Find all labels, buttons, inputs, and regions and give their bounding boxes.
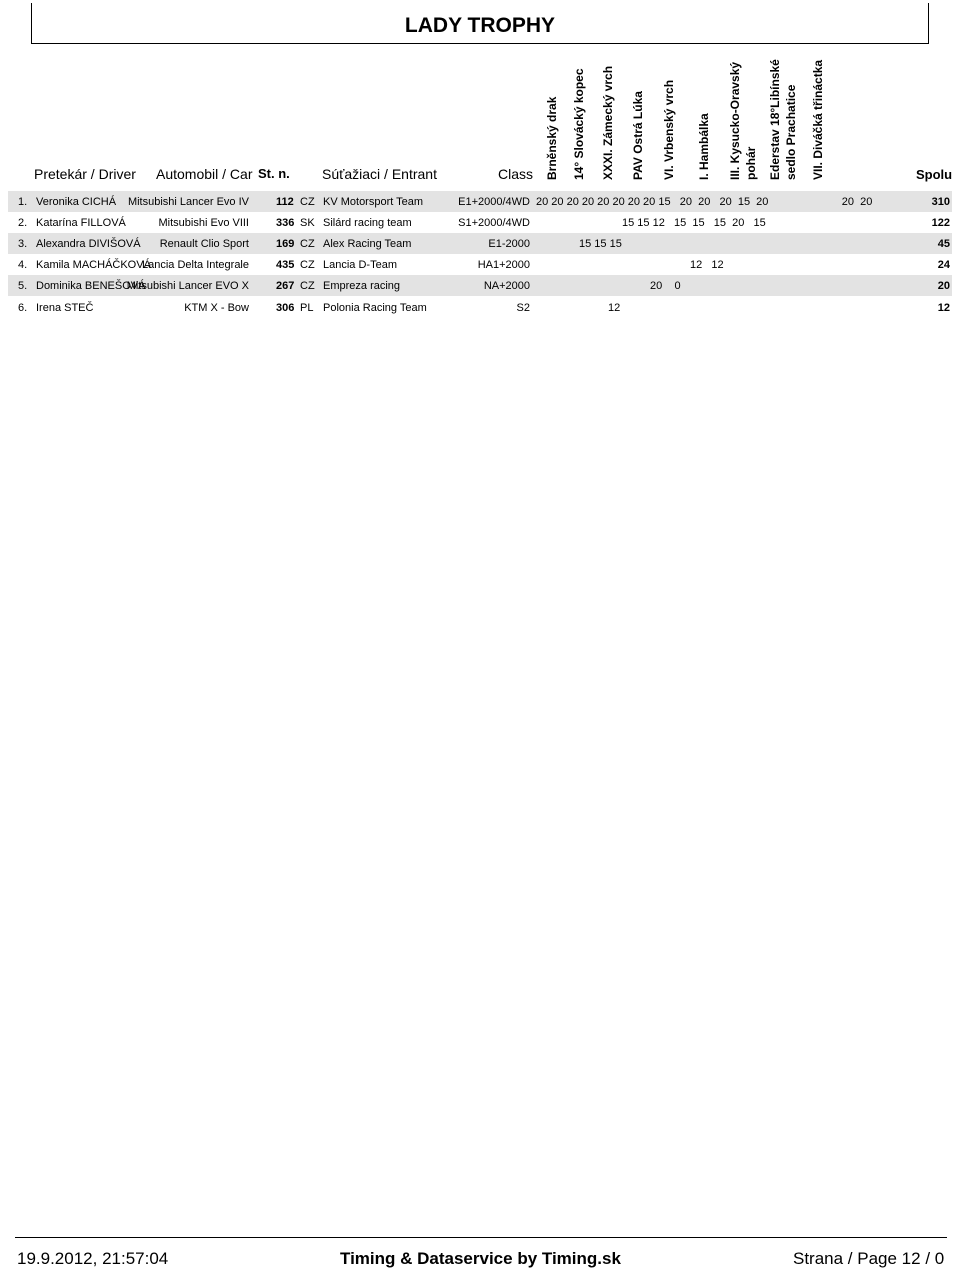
cell-car: Mitsubishi Lancer Evo IV — [127, 196, 249, 208]
footer-divider — [15, 1237, 947, 1238]
event-header-2: 14° Slovácký kopec — [572, 68, 586, 180]
table-row — [0, 212, 960, 233]
cell-class: HA1+2000 — [477, 259, 530, 271]
header-entrant: Súťažiaci / Entrant — [322, 166, 437, 182]
cell-car: Mitsubishi Lancer EVO X — [126, 280, 249, 292]
event-header-4: PAV Ostrá Lúka — [631, 91, 645, 180]
header-start-number: St. n. — [258, 166, 290, 181]
cell-class: E1+2000/4WD — [458, 196, 530, 208]
cell-points: 15 15 12 15 15 15 20 15 — [622, 217, 766, 229]
cell-class: S2 — [516, 302, 530, 314]
cell-driver: Katarína FILLOVÁ — [36, 217, 126, 229]
cell-nat: CZ — [300, 238, 315, 250]
cell-class: E1-2000 — [488, 238, 530, 250]
header-driver: Pretekár / Driver — [34, 166, 136, 182]
cell-total: 12 — [937, 302, 950, 314]
cell-total: 45 — [937, 238, 950, 250]
event-header-3: XXXI. Zámecký vrch — [601, 65, 615, 180]
cell-pos: 5. — [18, 280, 28, 292]
cell-nat: PL — [300, 302, 314, 314]
page-title: LADY TROPHY — [404, 14, 556, 37]
table-row — [0, 297, 960, 318]
cell-no: 267 — [276, 280, 295, 292]
cell-entrant: KV Motorsport Team — [323, 196, 424, 208]
event-header-9: VII. Diváčká třináctka — [811, 59, 825, 180]
cell-entrant: Silárd racing team — [323, 217, 412, 229]
cell-total: 20 — [937, 280, 950, 292]
cell-nat: CZ — [300, 259, 315, 271]
cell-entrant: Alex Racing Team — [323, 238, 412, 250]
cell-no: 306 — [276, 302, 295, 314]
title-box — [31, 3, 929, 44]
cell-no: 169 — [276, 238, 295, 250]
cell-car: Lancia Delta Integrale — [141, 259, 249, 271]
cell-driver: Dominika BENEŠOVÁ — [36, 280, 146, 292]
cell-driver: Kamila MACHÁČKOVÁ — [36, 259, 151, 271]
cell-no: 112 — [276, 196, 294, 208]
event-header-5: VI. Vrbenský vrch — [662, 79, 676, 180]
cell-total: 24 — [937, 259, 950, 271]
cell-pos: 6. — [18, 302, 28, 314]
cell-pos: 3. — [18, 238, 28, 250]
cell-nat: CZ — [300, 196, 315, 208]
event-header-7-line-1: III. Kysucko-Oravský — [728, 61, 742, 180]
cell-driver: Veronika CICHÁ — [36, 196, 117, 208]
table-row — [8, 191, 952, 212]
cell-points: 20 0 — [650, 280, 681, 292]
cell-total: 122 — [931, 217, 950, 229]
cell-entrant: Empreza racing — [323, 280, 401, 292]
event-header-7-line-2: pohár — [744, 146, 758, 180]
footer-credit: Timing & Dataservice by Timing.sk — [340, 1249, 621, 1268]
cell-driver: Irena STEČ — [36, 302, 94, 314]
cell-car: KTM X - Bow — [184, 302, 249, 314]
cell-points: 12 12 — [690, 259, 724, 271]
event-header-8-line-1: Ederstav 18°Libínské — [768, 59, 782, 180]
header-class: Class — [498, 166, 534, 182]
cell-class: S1+2000/4WD — [458, 217, 530, 229]
table-row — [8, 275, 952, 296]
cell-no: 435 — [276, 259, 295, 271]
cell-car: Mitsubishi Evo VIII — [158, 217, 249, 229]
cell-total: 310 — [931, 196, 950, 208]
footer-datetime: 19.9.2012, 21:57:04 — [17, 1249, 169, 1268]
cell-car: Renault Clio Sport — [159, 238, 249, 250]
header-total: Spolu — [916, 167, 953, 182]
table-row — [0, 254, 960, 275]
cell-pos: 2. — [18, 217, 28, 229]
cell-driver: Alexandra DIVIŠOVÁ — [36, 238, 141, 250]
cell-points: 20 20 20 20 20 20 20 20 15 20 20 20 15 20 20 20 — [536, 196, 873, 208]
cell-points: 15 15 15 — [579, 238, 622, 250]
cell-entrant: Polonia Racing Team — [323, 302, 427, 314]
footer-page: Strana / Page 12 / 0 — [793, 1249, 945, 1268]
cell-nat: CZ — [300, 280, 315, 292]
event-header-6: I. Hambálka — [697, 113, 711, 180]
event-header-1: Brněnský drak — [545, 96, 559, 180]
cell-no: 336 — [276, 217, 295, 229]
cell-pos: 1. — [18, 196, 28, 208]
event-header-8-line-2: sedlo Prachatice — [784, 84, 798, 180]
cell-class: NA+2000 — [483, 280, 530, 292]
cell-nat: SK — [300, 217, 315, 229]
cell-pos: 4. — [18, 259, 28, 271]
table-row — [8, 233, 952, 254]
header-car: Automobil / Car — [156, 166, 253, 182]
cell-points: 12 — [608, 302, 621, 314]
cell-entrant: Lancia D-Team — [323, 259, 397, 271]
